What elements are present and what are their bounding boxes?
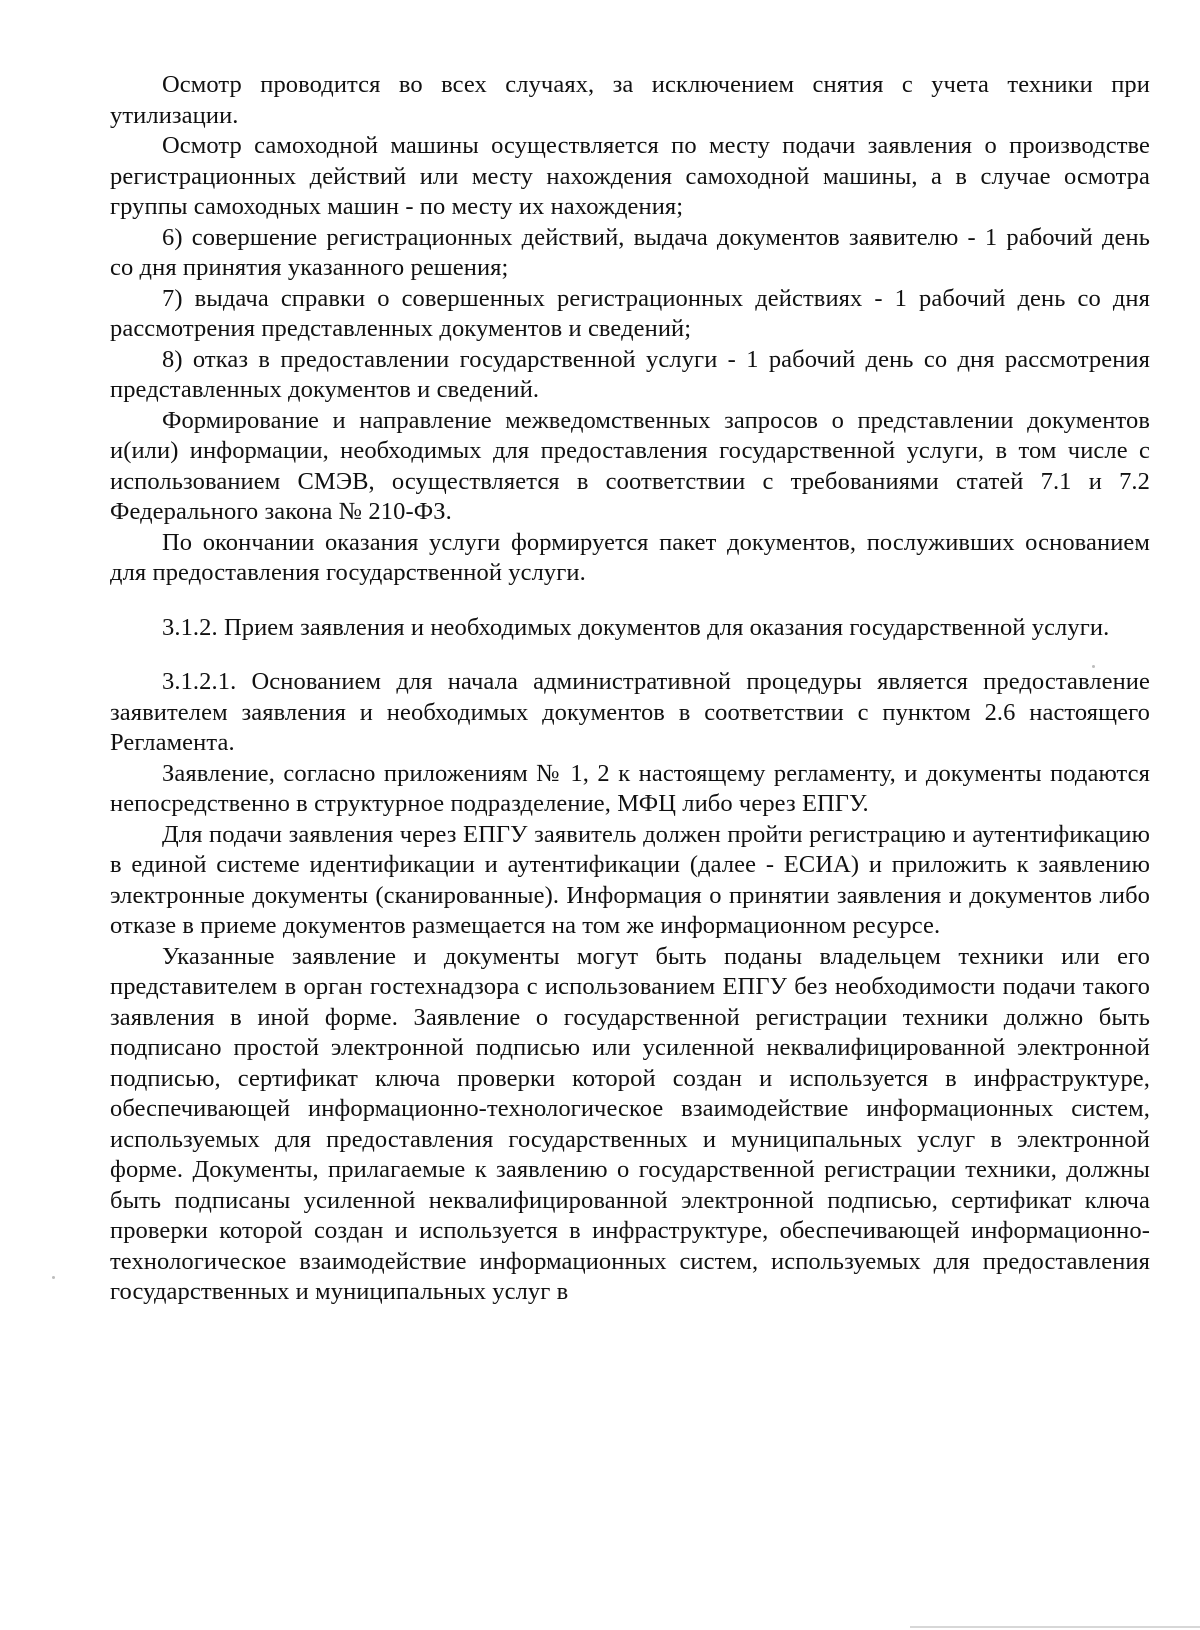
- paragraph-item-6: 6) совершение регистрационных действий, выдача документов заявителю - 1 рабочий день со дня принятия указанного решения;: [110, 223, 1150, 281]
- paragraph-interagency-requests: Формирование и направление межведомственных запросов о представлении документов и(или) информации, необходимых для предоставления государственной услуги, в том числе с использованием СМЭВ, осуществляется в соответствии с требованиями статей 7.1 и 7.2 Федерального закона № 210-ФЗ.: [110, 406, 1150, 525]
- scan-speck: [52, 1276, 55, 1279]
- paragraph-epgu-registration: Для подачи заявления через ЕПГУ заявитель должен пройти регистрацию и аутентификацию в единой системе идентификации и аутентификации (далее - ЕСИА) и приложить к заявлению электронные документы (сканированные). Информация о принятии заявления и документов либо отказе в приеме документов размещается на том же информационном ресурсе.: [110, 820, 1150, 939]
- section-spacer: [110, 589, 1150, 613]
- paragraph-3-1-2-1: 3.1.2.1. Основанием для начала административной процедуры является предоставление заявителем заявления и необходимых документов в соответствии с пунктом 2.6 настоящего Регламента.: [110, 668, 1150, 756]
- section-spacer: [110, 643, 1150, 667]
- paragraph-document-package: По окончании оказания услуги формируется пакет документов, послуживших основанием для предоставления государственной услуги.: [110, 528, 1150, 586]
- document-body: [110, 70, 1150, 1308]
- paragraph-application-submission: Заявление, согласно приложениям № 1, 2 к настоящему регламенту, и документы подаются непосредственно в структурное подразделение, МФЦ либо через ЕПГУ.: [110, 759, 1150, 817]
- paragraph-inspection-cases: Осмотр проводится во всех случаях, за исключением снятия с учета техники при утилизации.: [110, 71, 1150, 129]
- scan-edge-line: [910, 1626, 1200, 1628]
- paragraph-inspection-place: Осмотр самоходной машины осуществляется по месту подачи заявления о производстве регистрационных действий или месту нахождения самоходной машины, а в случае осмотра группы самоходных машин - по месту их нахождения;: [110, 132, 1150, 220]
- paragraph-item-7: 7) выдача справки о совершенных регистрационных действиях - 1 рабочий день со дня рассмотрения представленных документов и сведений;: [110, 284, 1150, 342]
- paragraph-electronic-signature: Указанные заявление и документы могут быть поданы владельцем техники или его представителем в орган гостехнадзора с использованием ЕПГУ без необходимости подачи такого заявления в иной форме. Заявление о государственной регистрации техники должно быть подписано простой электронной подписью или усиленной неквалифицированной электронной подписью, сертификат ключа проверки которой создан и используется в инфраструктуре, обеспечивающей информационно-технологическое взаимодействие информационных систем, используемых для предоставления государственных и муниципальных услуг в электронной форме. Документы, прилагаемые к заявлению о государственной регистрации техники, должны быть подписаны усиленной неквалифицированной электронной подписью, сертификат ключа проверки которой создан и используется в инфраструктуре, обеспечивающей информационно-технологическое взаимодействие информационных систем, используемых для предоставления государственных и муниципальных услуг в: [110, 942, 1150, 1305]
- section-heading-3-1-2: 3.1.2. Прием заявления и необходимых документов для оказания государственной услуги.: [162, 613, 1110, 641]
- scan-speck: [1092, 665, 1095, 668]
- paragraph-item-8: 8) отказ в предоставлении государственной услуги - 1 рабочий день со дня рассмотрения представленных документов и сведений.: [110, 345, 1150, 403]
